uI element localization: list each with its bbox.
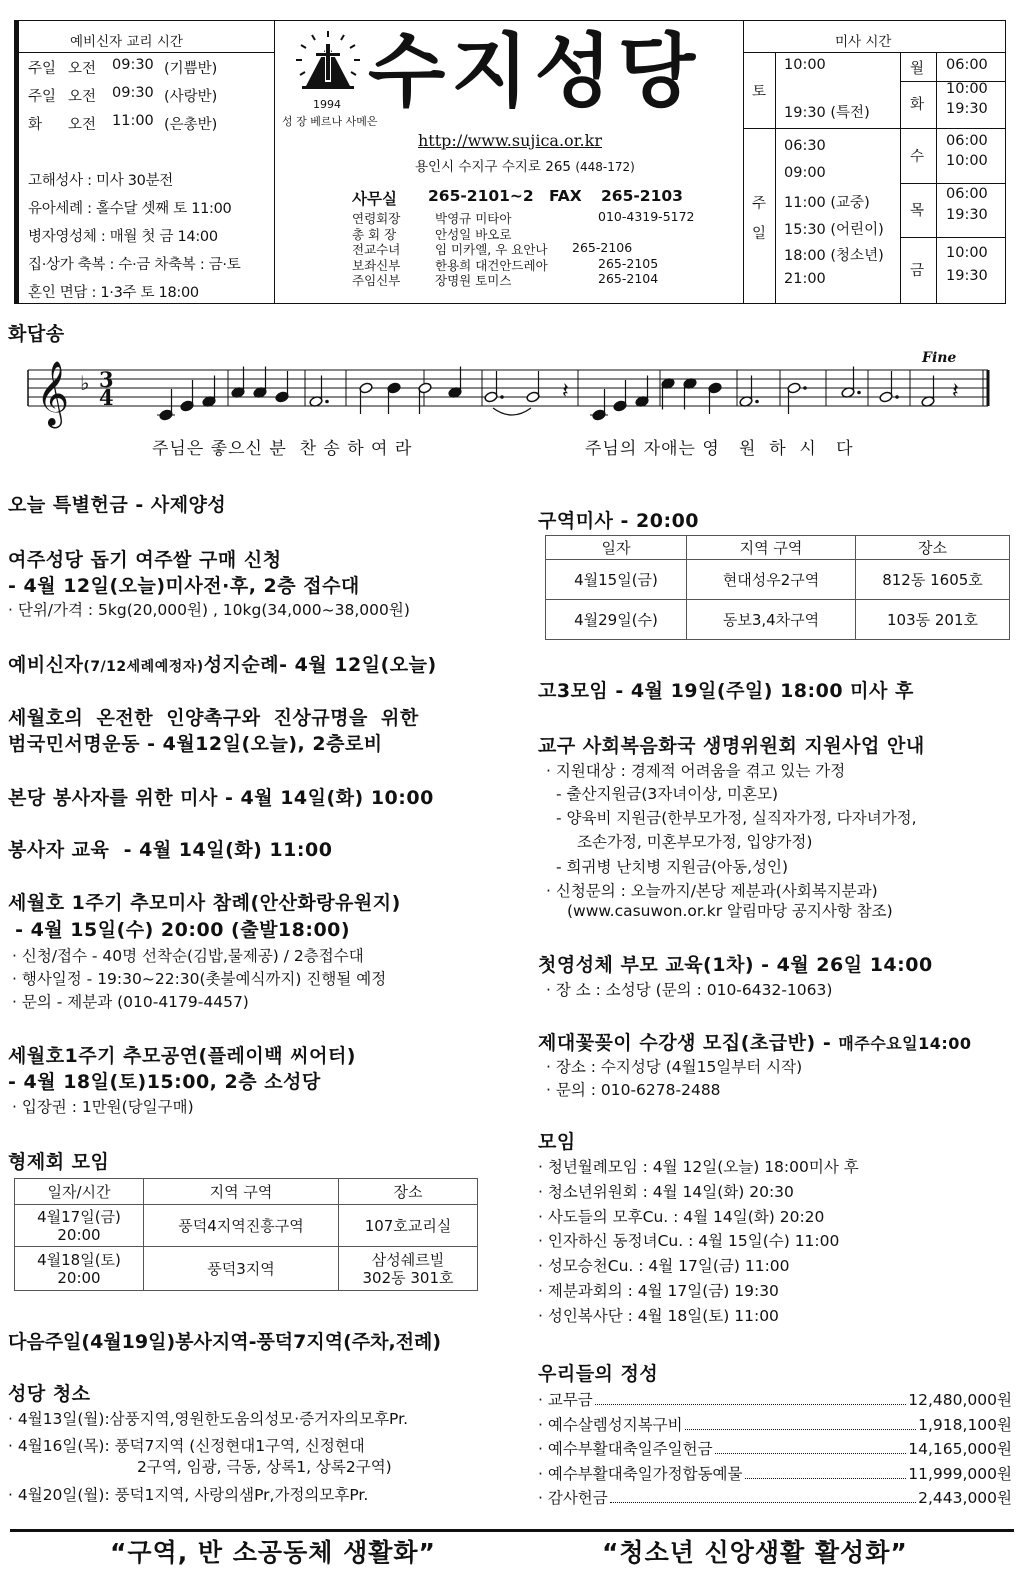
meeting-item: · 청년월례모임 : 4월 12일(오늘) 18:00미사 후 — [538, 1158, 859, 1176]
table-row — [15, 1247, 478, 1291]
table-cell: 812동 1605호 — [856, 560, 1010, 600]
meeting-item: · 제분과회의 : 4월 17일(금) 19:30 — [538, 1282, 779, 1300]
sacrament-item: 병자영성체 : 매월 첫 금 14:00 — [28, 229, 218, 245]
offering-row — [538, 1413, 1012, 1435]
mass-sun-time: 15:30 (어린이) — [784, 221, 884, 238]
staff-role: 총 회 장 — [352, 226, 397, 242]
table-header: 지역 구역 — [687, 536, 856, 560]
rest-icon: 𝄽 — [562, 379, 569, 404]
memorial-item: · 행사일정 - 19:30~22:30(촛불예식까지) 진행될 예정 — [12, 970, 387, 988]
mass-weekday-time: 06:00 — [946, 133, 988, 149]
offerings-title: 우리들의 정성 — [538, 1363, 659, 1385]
catechism-day: 주일 — [28, 61, 57, 77]
flower-item: · 문의 : 010-6278-2488 — [546, 1081, 721, 1099]
office-label: 사무실 — [352, 190, 397, 208]
life-item: 조손가정, 미혼부모가정, 입양가정) — [577, 833, 813, 851]
table-cell: 삼성쉐르빌 302동 301호 — [339, 1247, 478, 1291]
header-divider — [19, 52, 274, 53]
meeting-item: · 인자하신 동정녀Cu. : 4월 15일(수) 11:00 — [538, 1232, 840, 1251]
note-dot — [500, 395, 504, 399]
concert-title: 세월호1주기 추모공연(플레이백 씨어터) — [8, 1045, 356, 1067]
note-dot — [803, 386, 807, 390]
offering-label: · 예수살렘성지복구비 — [538, 1415, 683, 1434]
table-cell: 풍덕4지역진흥구역 — [144, 1205, 339, 1247]
header-divider — [743, 20, 744, 304]
catechism-ampm: 오전 — [68, 89, 97, 105]
sacrament-item: 고해성사 : 미사 30분전 — [28, 173, 174, 189]
logo-year: 1994 — [313, 98, 341, 111]
mass-weekday-label: 금 — [910, 262, 925, 279]
life-item: - 출산지원금(3자녀이상, 미혼모) — [556, 785, 779, 803]
staff-role: 주임신부 — [352, 273, 401, 288]
note-dot — [857, 391, 861, 395]
mass-sun-time: 09:00 — [784, 164, 826, 181]
meetings-title: 모임 — [538, 1131, 576, 1153]
header-divider — [900, 52, 901, 304]
header-divider — [936, 52, 937, 304]
fine-mark: Fine — [922, 350, 957, 366]
volunteer-edu: 봉사자 교육 - 4월 14일(화) 11:00 — [8, 839, 333, 861]
first-communion: 첫영성체 부모 교육(1차) - 4월 26일 14:00 — [538, 954, 933, 976]
staff-name: 장명원 토미스 — [435, 273, 512, 288]
dot-leader — [595, 1388, 906, 1405]
catechism-time: 11:00 — [112, 113, 154, 129]
offering-row — [538, 1462, 1012, 1484]
sewol-sign: 범국민서명운동 - 4월12일(오늘), 2층로비 — [8, 733, 383, 755]
time-signature: 3 — [99, 367, 114, 392]
concert-ticket: · 입장권 : 1만원(당일구매) — [12, 1098, 194, 1116]
table-header: 지역 구역 — [144, 1179, 339, 1205]
header-divider — [900, 183, 1006, 184]
table-header: 장소 — [339, 1179, 478, 1205]
table-cell: 103동 201호 — [856, 600, 1010, 640]
offering-value: 2,443,000원 — [918, 1489, 1012, 1507]
catechism-day: 화 — [28, 117, 43, 133]
offering-label: · 예수부활대축일주일헌금 — [538, 1440, 713, 1458]
offering-label: · 감사헌금 — [538, 1489, 608, 1507]
hymn-title: 화답송 — [8, 323, 65, 345]
table-header: 일자 — [546, 536, 687, 560]
mass-sun-time: 18:00 (청소년) — [784, 248, 884, 264]
offering-row — [538, 1388, 1012, 1410]
mass-weekday-time: 19:30 — [946, 101, 988, 117]
memorial-title: - 4월 15일(수) 20:00 (출발18:00) — [8, 919, 351, 941]
rice-title: 여주성당 돕기 여주쌀 구매 신청 — [8, 549, 282, 571]
mass-sun-label: 주 일 — [752, 196, 767, 242]
staff-name: 안성일 바오로 — [435, 226, 512, 242]
header-divider — [274, 20, 275, 304]
district-table — [545, 535, 1010, 640]
table-cell: 107호교리실 — [339, 1205, 478, 1247]
flat-icon: ♭ — [80, 371, 90, 395]
dot-leader — [685, 1413, 917, 1430]
offering-value: 12,480,000원 — [908, 1391, 1012, 1409]
memorial-title: 세월호 1주기 추모미사 참례(안산화랑유원지) — [8, 892, 401, 914]
staff-role: 보좌신부 — [352, 257, 401, 273]
district-mass-title: 구역미사 - 20:00 — [538, 510, 700, 532]
cleaning-item: · 4월20일(월): 풍덕1지역, 사랑의샘Pr,가정의모후Pr. — [8, 1486, 369, 1504]
parish-address: 용인시 수지구 수지로 265 (448-172) — [415, 159, 635, 175]
note-dot — [895, 395, 899, 399]
table-cell: 4월15일(금) — [546, 560, 687, 600]
catechism-class: (기쁨반) — [164, 61, 218, 77]
mass-weekday-label: 목 — [910, 202, 925, 219]
cleaning-title: 성당 청소 — [8, 1383, 91, 1405]
catechism-ampm: 오전 — [68, 117, 97, 133]
life-item: · 지원대상 : 경제적 어려움을 겪고 있는 가정 — [546, 762, 846, 780]
mass-weekday-time: 10:00 — [946, 81, 988, 97]
mass-sun-time: 21:00 — [784, 270, 826, 287]
mass-sun-time: 06:30 — [784, 138, 826, 154]
catechism-ampm: 오전 — [68, 61, 97, 77]
mass-sat-time: 10:00 — [784, 57, 826, 73]
mass-weekday-time: 19:30 — [946, 207, 988, 223]
footer-rule — [10, 1529, 1014, 1532]
staff-phone: 265-2106 — [572, 240, 633, 255]
sewol-sign: 세월호의 온전한 인양촉구와 진상규명을 위한 — [8, 707, 419, 729]
mass-weekday-time: 06:00 — [946, 57, 988, 73]
hymn-lyrics: 주님의 자애는 영 원 하 시 다 — [585, 439, 854, 459]
meeting-item: · 사도들의 모후Cu. : 4월 14일(화) 20:20 — [538, 1207, 825, 1226]
dot-leader — [715, 1437, 907, 1454]
mass-sun-time: 11:00 (교중) — [784, 195, 870, 211]
table-row — [546, 600, 1010, 640]
table-header: 장소 — [856, 536, 1010, 560]
offering-row — [538, 1437, 1012, 1459]
rice-price: · 단위/가격 : 5kg(20,000원) , 10kg(34,000~38,000원) — [8, 601, 410, 619]
table-cell: 4월18일(토) 20:00 — [15, 1247, 144, 1291]
table-cell: 동보3,4차구역 — [687, 600, 856, 640]
mass-weekday-label: 월 — [910, 61, 925, 77]
header-divider — [743, 128, 1006, 129]
senior3-meeting: 고3모임 - 4월 19일(주일) 18:00 미사 후 — [538, 680, 914, 702]
mass-weekday-label: 화 — [910, 97, 925, 113]
special-offering: 오늘 특별헌금 - 사제양성 — [8, 494, 227, 516]
staff-role: 전교수녀 — [352, 242, 401, 257]
memorial-item: · 문의 - 제분과 (010-4179-4457) — [12, 993, 249, 1011]
catechism-class: (사랑반) — [164, 89, 218, 105]
brothers-title: 형제회 모임 — [8, 1151, 110, 1173]
offering-label: · 교무금 — [538, 1391, 593, 1409]
footer-slogan: “청소년 신앙생활 활성화” — [602, 1538, 908, 1567]
time-signature: 4 — [99, 385, 114, 410]
tie — [493, 408, 531, 415]
offering-row — [538, 1486, 1012, 1508]
fax-number: 265-2103 — [601, 187, 683, 205]
header-divider — [743, 52, 1006, 53]
flower-title: 제대꽃꽂이 수강생 모집(초급반) - 매주수요일14:00 — [538, 1032, 972, 1054]
parish-logo-icon — [292, 28, 364, 98]
table-row — [546, 560, 1010, 600]
volunteer-mass: 본당 봉사자를 위한 미사 - 4월 14일(화) 10:00 — [8, 787, 434, 809]
office-phone: 265-2101~2 — [428, 187, 534, 205]
dot-leader — [745, 1462, 907, 1479]
staff-role: 연령회장 — [352, 211, 401, 226]
footer-slogan: “구역, 반 소공동체 생활화” — [110, 1538, 436, 1567]
note-dot — [755, 400, 759, 404]
rice-title: - 4월 12일(오늘)미사전·후, 2층 접수대 — [8, 575, 360, 597]
next-week: 다음주일(4월19일)봉사지역-풍덕7지역(주차,전례) — [8, 1331, 442, 1353]
dot-leader — [610, 1486, 916, 1503]
table-cell: 풍덕3지역 — [144, 1247, 339, 1291]
life-item: - 희귀병 난치병 지원금(아동,성인) — [556, 858, 789, 876]
logo-caption: 성 장 베르나 사메은 — [282, 115, 378, 128]
music-staff — [0, 340, 1024, 432]
table-row — [15, 1205, 478, 1247]
catechism-class: (은총반) — [164, 117, 218, 133]
parish-url[interactable]: http://www.sujica.or.kr — [418, 131, 602, 150]
catechism-day: 주일 — [28, 89, 57, 105]
header-divider — [775, 52, 776, 304]
meeting-item: · 청소년위원회 : 4월 14일(화) 20:30 — [538, 1182, 794, 1201]
flower-item: · 장소 : 수지성당 (4월15일부터 시작) — [546, 1058, 803, 1076]
sacrament-item: 혼인 면담 : 1·3주 토 18:00 — [28, 285, 199, 301]
offering-label: · 예수부활대축일가정합동예물 — [538, 1464, 743, 1483]
mass-weekday-label: 수 — [910, 149, 925, 165]
mass-weekday-time: 10:00 — [946, 153, 988, 169]
offering-value: 11,999,000원 — [908, 1464, 1012, 1483]
catechism-title: 예비신자 교리 시간 — [70, 34, 183, 50]
fax-label: FAX — [549, 187, 582, 205]
staff-phone: 010-4319-5172 — [598, 209, 695, 224]
brothers-table — [14, 1178, 478, 1291]
parish-name: 수지성당 — [368, 25, 702, 118]
mass-sat-time: 19:30 (특전) — [784, 105, 870, 121]
table-header: 일자/시간 — [15, 1179, 144, 1205]
staff-name: 한용희 대건안드레아 — [435, 257, 548, 273]
life-item: - 양육비 지원금(한부모가정, 실직자가정, 다자녀가정, — [556, 809, 917, 827]
mass-weekday-time: 06:00 — [946, 186, 988, 202]
sacrament-item: 유아세례 : 홀수달 셋째 토 11:00 — [28, 201, 232, 217]
table-cell: 4월29일(수) — [546, 600, 687, 640]
staff-name: 박영규 미타아 — [435, 211, 512, 226]
sacrament-item: 집·상가 축복 : 수·금 차축복 : 금·토 — [28, 257, 241, 273]
life-title: 교구 사회복음화국 생명위원회 지원사업 안내 — [538, 735, 925, 757]
life-item: (www.casuwon.or.kr 알림마당 공지사항 참조) — [567, 902, 893, 920]
header-divider — [900, 237, 1006, 238]
mass-title: 미사 시간 — [835, 34, 892, 50]
staff-phone: 265-2105 — [598, 255, 659, 271]
catechism-time: 09:30 — [112, 57, 154, 73]
mass-weekday-time: 19:30 — [946, 268, 988, 284]
staff-phone: 265-2104 — [598, 271, 659, 286]
mass-sat-label: 토 — [752, 84, 767, 100]
first-communion-place: · 장 소 : 소성당 (문의 : 010-6432-1063) — [546, 981, 833, 999]
cleaning-item: 2구역, 임광, 극동, 상록1, 상록2구역) — [137, 1458, 392, 1476]
cleaning-item: · 4월13일(월):삼풍지역,영원한도움의성모·증거자의모후Pr. — [8, 1410, 408, 1428]
treble-clef-icon: 𝄞 — [36, 361, 70, 426]
cleaning-item: · 4월16일(목): 풍덕7지역 (신정현대1구역, 신정현대 — [8, 1437, 365, 1455]
meeting-item: · 성인복사단 : 4월 18일(토) 11:00 — [538, 1306, 779, 1325]
offering-value: 1,918,100원 — [918, 1415, 1012, 1434]
table-cell: 4월17일(금) 20:00 — [15, 1205, 144, 1247]
meeting-item: · 성모승천Cu. : 4월 17일(금) 11:00 — [538, 1257, 790, 1276]
pilgrimage: 예비신자(7/12세례예정자)성지순례- 4월 12일(오늘) — [8, 654, 437, 676]
mass-weekday-time: 10:00 — [946, 245, 988, 261]
hymn-lyrics: 주님은 좋으신 분 찬 송 하 여 라 — [152, 439, 413, 459]
offering-value: 14,165,000원 — [908, 1440, 1012, 1458]
note-dot — [325, 400, 329, 404]
life-item: · 신청문의 : 오늘까지/본당 제분과(사회복지분과) — [546, 882, 878, 900]
memorial-item: · 신청/접수 - 40명 선착순(김밥,물제공) / 2층접수대 — [12, 947, 364, 965]
table-cell: 현대성우2구역 — [687, 560, 856, 600]
rest-icon: 𝄽 — [952, 379, 959, 404]
staff-name: 임 미카엘, 우 요안나 — [435, 242, 548, 257]
concert-title: - 4월 18일(토)15:00, 2층 소성당 — [8, 1071, 321, 1093]
catechism-time: 09:30 — [112, 85, 154, 101]
